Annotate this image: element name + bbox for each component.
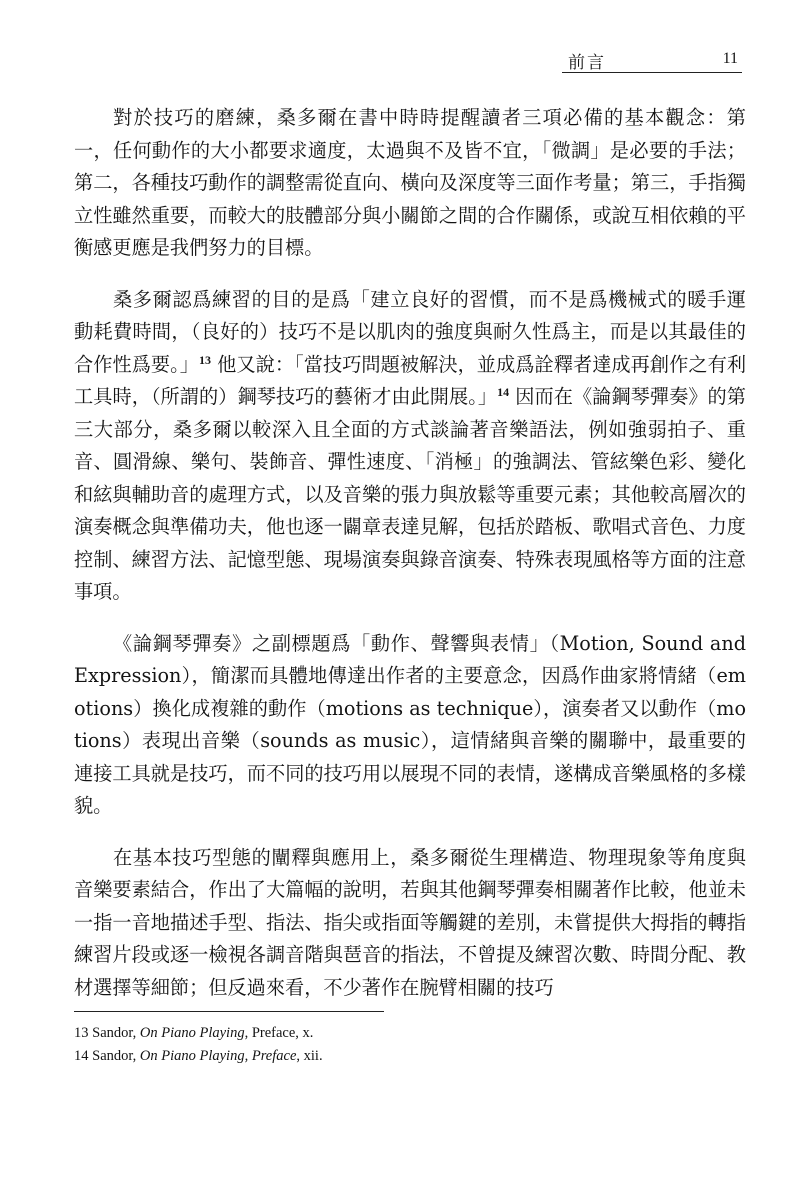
- footnote-book-title: On Piano Playing, Preface: [139, 1048, 297, 1064]
- running-header: [562, 44, 742, 73]
- paragraph: 在基本技巧型態的闡釋與應用上，桑多爾從生理構造、物理現象等角度與音樂要素結合，作出了大篇幅的說明，若與其他鋼琴彈奏相關著作比較，他並未一指一音地描述手型、指法、指尖或指面等觸鍵的差別，未嘗提供大拇指的轉指練習片段或逐一檢視各調音階與琶音的指法，不曾提及練習次數、時間分配、教材選擇等細節；但反過來看，不少著作在腕臂相關的技巧: [74, 845, 746, 999]
- footnote-ref[interactable]: 13: [199, 352, 212, 367]
- footnote-number: 14: [74, 1048, 89, 1064]
- footnote-author: Sandor,: [92, 1048, 140, 1064]
- chapter-title: 前言: [568, 53, 606, 73]
- page-number: 11: [722, 50, 738, 67]
- footnote-divider: [74, 1011, 384, 1012]
- paragraph: 《論鋼琴彈奏》之副標題爲「動作、聲響與表情」（Motion, Sound and Expression），簡潔而具體地傳達出作者的主要意念，因爲作曲家將情緒（emotions）換化成複雜的動作（motions as technique），演奏者又以動作（motions）表現出音樂（sounds as music），這情緒與音樂的關聯中，最重要的連接工具就是技巧，而不同的技巧用以展現不同的表情，遂構成音樂風格的多樣貌。: [74, 631, 746, 817]
- footnote: [74, 1045, 694, 1068]
- paragraph: [74, 284, 746, 609]
- footnote-detail: , Preface, x.: [244, 1025, 314, 1041]
- paragraph: 對於技巧的磨練，桑多爾在書中時時提醒讀者三項必備的基本觀念：第一，任何動作的大小都要求適度，太過與不及皆不宜，「微調」是必要的手法；第二，各種技巧動作的調整需從直向、橫向及深度等三面作考量；第三，手指獨立性雖然重要，而較大的肢體部分與小關節之間的合作關係，或說互相依賴的平衡感更應是我們努力的目標。: [74, 106, 746, 259]
- footnote-ref[interactable]: 14: [497, 385, 510, 399]
- footnote-number: 13: [74, 1025, 89, 1041]
- footnote-detail: , xii.: [296, 1048, 323, 1064]
- footnote-author: Sandor,: [92, 1025, 140, 1041]
- paragraph-text: 桑多爾認爲練習的目的是爲「建立良好的習慣，而不是爲機械式的暖手運動耗費時間，（良好的）技巧不是以肌肉的強度與耐久性爲主，而是以其最佳的合作性爲要。」: [74, 287, 746, 376]
- paragraph-text: 因而在《論鋼琴彈奏》的第三大部分，桑多爾以較深入且全面的方式談論著音樂語法，例如強弱拍子、重音、圓滑線、樂句、裝飾音、彈性速度、「消極」的強調法、管絃樂色彩、變化和絃與輔助音的處理方式，以及音樂的張力與放鬆等重要元素；其他較高層次的演奏概念與準備功夫，他也逐一闢章表達見解，包括於踏板、歌唱式音色、力度控制、練習方法、記憶型態、現場演奏與錄音演奏、特殊表現風格等方面的注意事項。: [74, 385, 746, 603]
- paragraph-text: 他又說：「當技巧問題被解決，並成爲詮釋者達成再創作之有利工具時，（所謂的）鋼琴技巧的藝術才由此開展。」: [74, 352, 747, 408]
- footnote: [74, 1022, 694, 1045]
- footnote-book-title: On Piano Playing: [139, 1025, 245, 1041]
- footnotes: [74, 1022, 694, 1068]
- body-text: [74, 102, 746, 1023]
